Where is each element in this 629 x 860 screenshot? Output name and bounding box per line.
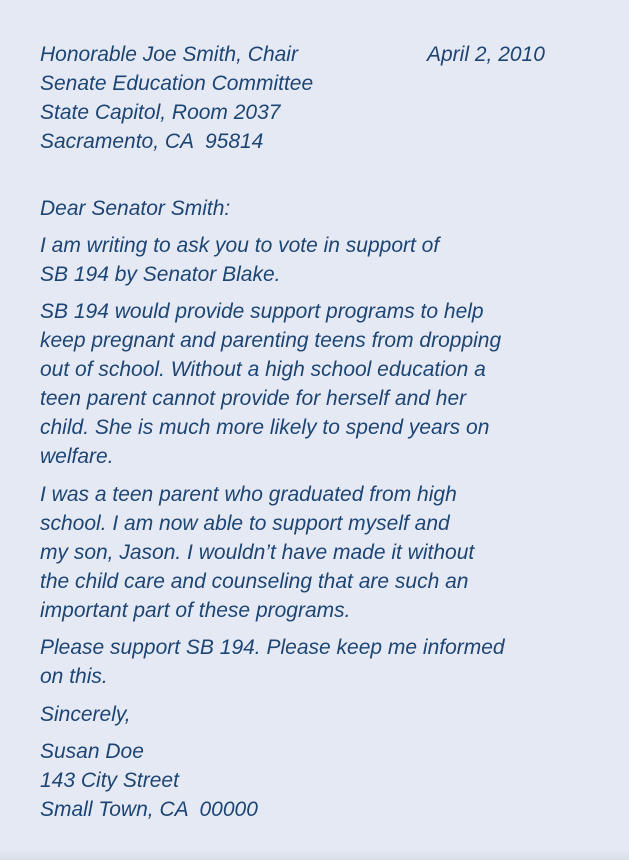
paragraph-2-line-3: out of school. Without a high school education a bbox=[40, 358, 486, 381]
paragraph-1-line-2: SB 194 by Senator Blake. bbox=[40, 263, 281, 286]
recipient-city-line: Sacramento, CA 95814 bbox=[40, 130, 264, 153]
paragraph-4-line-1: Please support SB 194. Please keep me informed bbox=[40, 636, 505, 659]
signature-name: Susan Doe bbox=[40, 740, 144, 763]
paragraph-3-line-2: school. I am now able to support myself and bbox=[40, 512, 450, 535]
paragraph-3-line-4: the child care and counseling that are such an bbox=[40, 570, 469, 593]
signature-city: Small Town, CA 00000 bbox=[40, 798, 258, 821]
recipient-address-line: State Capitol, Room 2037 bbox=[40, 101, 281, 124]
paragraph-2-line-2: keep pregnant and parenting teens from dropping bbox=[40, 329, 502, 352]
paragraph-3-line-3: my son, Jason. I wouldn’t have made it without bbox=[40, 541, 475, 564]
page-bottom-edge bbox=[0, 850, 629, 860]
closing: Sincerely, bbox=[40, 703, 131, 726]
letter-date: April 2, 2010 bbox=[427, 43, 545, 66]
paragraph-2-line-5: child. She is much more likely to spend years on bbox=[40, 416, 490, 439]
paragraph-3-line-5: important part of these programs. bbox=[40, 599, 351, 622]
recipient-name-line: Honorable Joe Smith, Chair bbox=[40, 43, 298, 66]
paragraph-4-line-2: on this. bbox=[40, 665, 108, 688]
paragraph-1-line-1: I am writing to ask you to vote in support of bbox=[40, 234, 440, 257]
salutation: Dear Senator Smith: bbox=[40, 197, 231, 220]
paragraph-2-line-1: SB 194 would provide support programs to help bbox=[40, 300, 484, 323]
paragraph-2-line-4: teen parent cannot provide for herself and her bbox=[40, 387, 467, 410]
paragraph-3-line-1: I was a teen parent who graduated from high bbox=[40, 483, 457, 506]
recipient-committee-line: Senate Education Committee bbox=[40, 72, 314, 95]
paragraph-2-line-6: welfare. bbox=[40, 445, 114, 468]
signature-street: 143 City Street bbox=[40, 769, 179, 792]
